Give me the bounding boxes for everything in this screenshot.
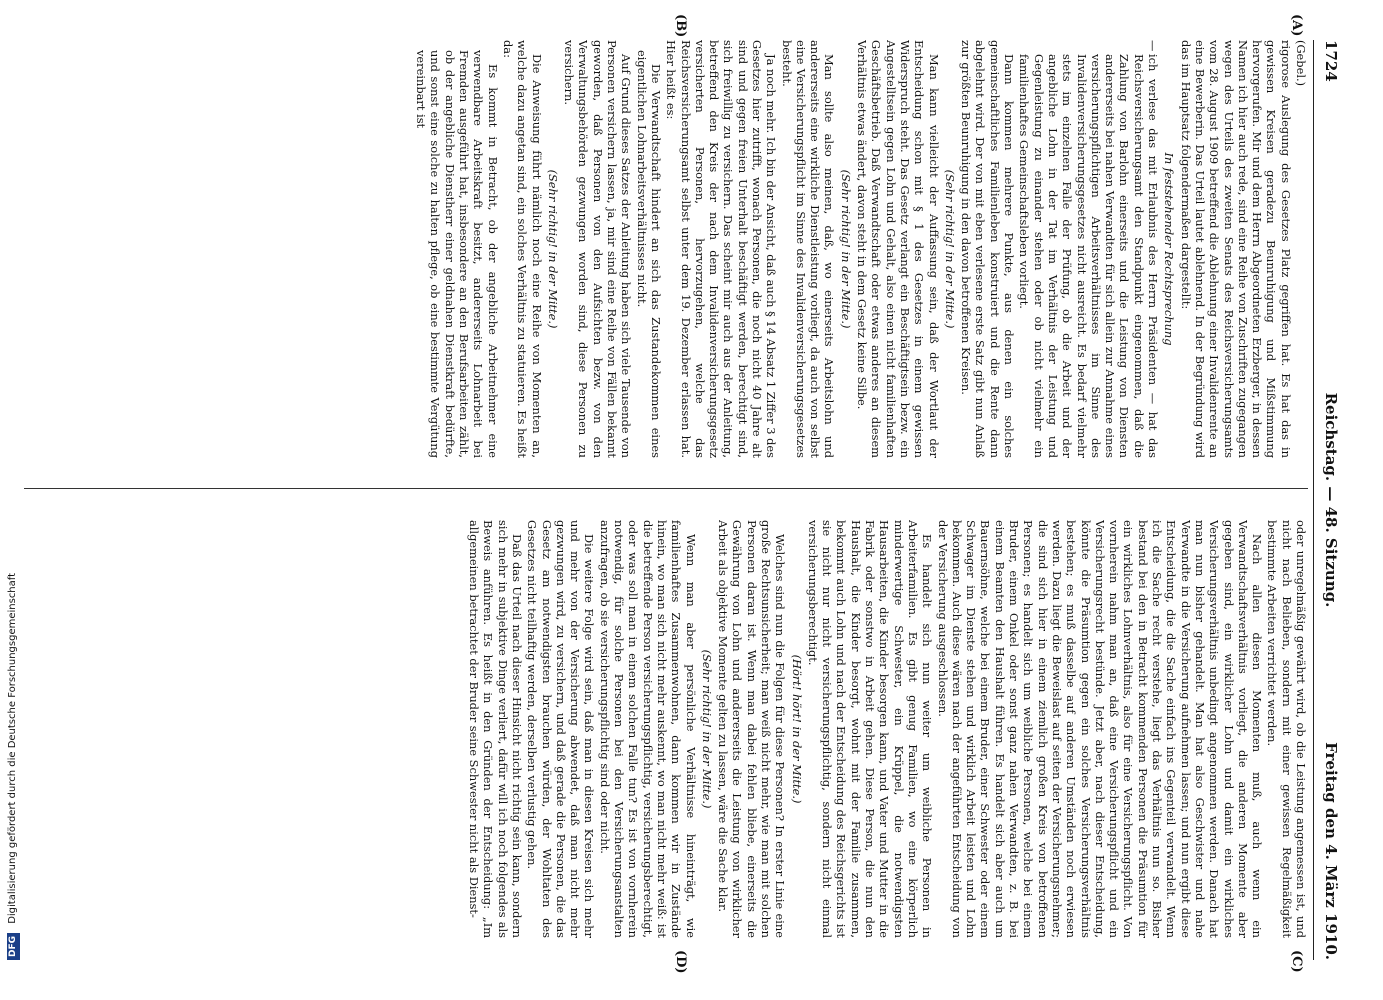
- header-rule: [1313, 40, 1314, 960]
- right-column-paragraph: (Hört! hört! in der Mitte.): [789, 654, 804, 804]
- margin-marker-a: (A): [1289, 14, 1304, 37]
- left-column-paragraph: (Gebel.): [1294, 40, 1308, 87]
- right-column-paragraph: Es handelt sich nun weiter um weibliche Personen in Arbeiterfamilien. Es gibt genug Familien, wo eine körperlich minderwertige Schwester, ein Krüppel, die notwendigsten Hausarbeiten, die Kinder besorgen kann, und Vater und Mutter in die Fabrik oder sonstwo in Arbeit gehen. Diese Person, die nun den Haushalt, die Kinder besorgt, wohnt mit der Familie zusammen, bekommt auch Lohn und nach der Entscheidung des Reichsgerichts ist sie nicht nur nicht versicherungspflichtig, sondern nicht einmal versicherungsberechtigt.: [805, 520, 935, 938]
- margin-marker-d: (D): [673, 950, 688, 974]
- page-number: 1724: [1322, 40, 1340, 82]
- margin-marker-b: (B): [673, 14, 688, 38]
- left-column-paragraph: Auf Grund dieses Satzes der Anleitung haben sich viele Tausende von Personen versichern lassen, ja, mir sind eine Reihe von Fällen bekannt geworden, daß Personen von den Aufsichten bezw. von den Verwaltungsbehörden gezwungen worden sind, diese Personen zu versichern.: [562, 40, 634, 458]
- right-column-paragraph: Die weitere Folge wird sein, daß man in diesen Kreisen sich mehr und mehr von der Versicherung abwendet, daß man nicht mehr gezwungen wird, zu versichern, und daß gerade die Personen, die das Gesetz am notwendigsten brauchen würden, der Wohltaten des Gesetzes nicht teilhaftig werden, derselben verlustig gehen.: [525, 520, 597, 938]
- session-date: Freitag den 4. März 1910.: [1322, 742, 1340, 960]
- session-title: Reichstag. — 48. Sitzung.: [1322, 392, 1340, 608]
- right-column-paragraph: Daß das Urteil nach dieser Hinsicht nicht richtig sein kann, sondern sich mehr in subjektive Dinge verliert, dafür will ich noch folgendes als Beweis anführen. Es heißt in den Gründen der Entscheidung: „Im allgemeinen betrachtet der Bruder seine Schwester nicht als Dienst-: [467, 520, 524, 938]
- left-column-paragraph: Die Anweisung führt nämlich noch eine Reihe von Momenten an, welche dazu angetan sind, ein solches Verhältnis zu statuieren. Es heißt da:: [500, 40, 544, 458]
- page-header: [1316, 40, 1340, 960]
- right-column-paragraph: oder unregelmäßig gewährt wird, ob die Leistung angemessen ist, und nicht nach Belieben, sondern mit einer gewissen Regelmäßigkeit bestimmte Arbeiten verrichtet werden.: [1265, 520, 1308, 938]
- left-column-paragraph: Dann kommen mehrere Punkte, aus denen ein solches gemeinschaftliches Familienleben konstruiert und die Rente dann abgelehnt wird. Der von mit eben verlesene erste Satz gibt nun Anlaß zur größten Beunruhigung in den davon betroffenen Kreisen.: [959, 40, 1017, 458]
- right-column-paragraph: Welches sind nun die Folgen für diese Personen? In erster Linie eine große Rechtsunsicherheit; man weiß nicht mehr, wie man mit solchen Personen daran ist. Wenn man dabei fehlen bliebe, einerseits die Gewährung von Lohn und andererseits die Leistung von wirklicher Arbeit als objektive Momente gelten zu lassen, wäre die Sache klar.: [716, 520, 788, 938]
- right-column: [20, 520, 1308, 938]
- left-column: [20, 40, 1308, 458]
- credit-text: Digitalisierung gefördert durch die Deutsche Forschungsgemeinschaft: [7, 572, 18, 924]
- left-column-paragraph: Ja noch mehr. Ich bin der Ansicht, daß auch § 14 Absatz 1 Ziffer 3 des Gesetzes hier zutrifft, wonach Personen, die noch nicht 40 Jahre alt sind und gegen freien Unterhalt beschäftigt werden, berechtigt sind, sich freiwillig zu versichern. Das scheint mir auch aus der Anleitung, betreffend den Kreis der nach dem Invalidenversicherungsgesetz versicherten Personen, hervorzugehen, welche das Reichsversicherungsamt selbst unter dem 19. Dezember erlassen hat. Hier heißt es:: [664, 40, 779, 458]
- right-column-paragraph: Wenn man aber persönliche Verhältnisse hineinträgt, wie familienhaftes Zusammenwohnen, dann kommen wir in Zustände hinein, wo man sich nicht mehr auskennt, wo man nicht mehr weiß: ist die betreffende Person versicherungspflichtig, versicherungsberechtigt, oder was soll man in einem solchen Falle tun? Es ist von vornherein notwendig, für solche Personen bei den Versicherungsanstalten anzufragen, ob sie versicherungspflichtig sind oder nicht.: [597, 520, 698, 938]
- left-column-paragraph: Es kommt in Betracht, ob der angebliche Arbeitnehmer eine verwendbare Arbeitskraft besitzt, andererseits Lohnarbeit bei Fremden ausgeführt hat, insbesondere an den Berufsarbeiten zählt, ob der angebliche Dienstherr einer geldnahen Dienstkraft bedürfte, und sonst eine solche zu halten pflege, ob eine bestimmte Vergütung vereinbart ist: [414, 50, 500, 458]
- left-column-paragraph: rigorose Auslegung des Gesetzes Platz gegriffen hat. Es hat das in gewissen Kreisen geradezu Beunruhigung und Mißstimmung hervorgerufen. Mir und dem Herrn Abgeordneten Erzberger, in dessen Namen ich hier auch rede, sind eine Reihe von Zuschriften zugegangen wegen des Urteils des zweiten Senats des Reichsversicherungsamts vom 28. August 1909 betreffend die Ablehnung einer Invalidenrente an eine Bewerberin. Das Urteil lautet ablehnend. In der Begründung wird das im Hauptsatz folgendermaßen dargestellt:: [1178, 40, 1293, 458]
- left-column-paragraph: In feststehender Rechtsprechung: [1162, 152, 1177, 346]
- right-column-paragraph: Nach allen diesen Momenten muß, auch wenn ein Verwandtschaftsverhältnis vorliegt, die anderen Momente aber gegeben sind, ein wirklicher Lohn und damit ein wirkliches Versicherungsverhältnis unbedingt angenommen werden. Danach hat man nun bisher gehandelt. Man hat also Geschwister und nahe Verwandte in die Versicherung aufnehmen lassen; und nun ergibt diese Entscheidung, die die Sache einfach ins Gegenteil verwandelt. Wenn ich die Sache recht verstehe, liegt das Verhältnis nun so. Bisher bestand bei den in Betracht kommenden Personen die Präsumtion für ein wirkliches Lohnverhältnis, also für eine Versicherungspflicht. Von vornherein nahm man an, daß eine Versicherungspflicht und ein Versicherungsrecht bestünde. Jetzt aber, nach dieser Entscheidung, könnte die Präsumtion gegen ein solches Versicherungsverhältnis bestehen; es muß dasselbe auf anderen Umständen noch erwiesen werden. Dazu liegt die Beweislast auf seiten der Versicherungsnehmer; die sind sich hier in einem ziemlich großen Kreis von betroffenen Personen; es handelt sich um weibliche Personen, welche bei einem Bruder, einem Onkel oder sonst ganz nahen Verwandten, z. B. bei einem Beamten den Haushalt führen. Es handelt sich aber auch um Bauernsöhne, welche bei einem Bruder, einer Schwester oder einem Schwager im Dienste stehen und wirklich Arbeit leisten und Lohn bekommen. Auch diese wären nach der angeführten Entscheidung von der Versicherung ausgeschlossen.: [935, 520, 1265, 938]
- left-column-paragraph: — ich verlese das mit Erlaubnis des Herrn Präsidenten — hat das Reichsversicherungsamt den Standpunkt eingenommen, daß die Zahlung von Barlohn einerseits und die Leistung von Diensten andererseits bei nahen Verwandten für sich allein zur Annahme eines versicherungspflichtigen Arbeitsverhältnisses im Sinne des Invalidenversicherungsgesetzes nicht ausreicht. Es bedarf vielmehr stets im einzelnen Falle der Prüfung, ob die Arbeit und der angebliche Lohn in der Tat im Verhältnis der Leistung und Gegenleistung zu einander stehen oder ob nicht vielmehr ein familienhaftes Gemeinschaftsleben vorliegt.: [1017, 40, 1160, 458]
- left-column-paragraph: (Sehr richtig! in der Mitte.): [942, 169, 957, 329]
- left-column-paragraph: (Sehr richtig! in der Mitte.): [545, 169, 560, 329]
- left-column-paragraph: Man sollte also meinen, daß, wo einerseits Arbeitslohn und andererseits eine wirkliche Dienstleistung vorliegt, da auch von selbst eine Versicherungspflicht im Sinne des Invalidenversicherungsgesetzes besteht.: [779, 40, 837, 458]
- margin-marker-c: (C): [1289, 950, 1304, 973]
- left-column-paragraph: Man kann vielleicht der Auffassung sein, daß der Wortlaut der Entscheidung schon mit § 1 des Gesetzes in einem gewissen Widerspruch steht. Das Gesetz verlangt ein Beschäftigtsein bezw. ein Angestelltsein gegen Lohn und Gehalt, also einen nicht familienhaften Geschäftsbetrieb. Daß Verwandtschaft oder etwas anderes an diesem Verhältnis etwas ändert, davon steht in dem Gesetz keine Silbe.: [855, 40, 941, 458]
- right-column-paragraph: (Sehr richtig! in der Mitte.): [699, 649, 714, 809]
- digitization-credit: [2, 0, 20, 1000]
- left-column-paragraph: (Sehr richtig! in der Mitte.): [838, 169, 853, 329]
- dfg-logo: DFG: [7, 933, 20, 960]
- column-divider: [24, 488, 1308, 489]
- left-column-paragraph: Die Verwandtschaft hindert an sich das Zustandekommen eines eigentlichen Lohnarbeitsverhältnisses nicht.: [634, 50, 663, 458]
